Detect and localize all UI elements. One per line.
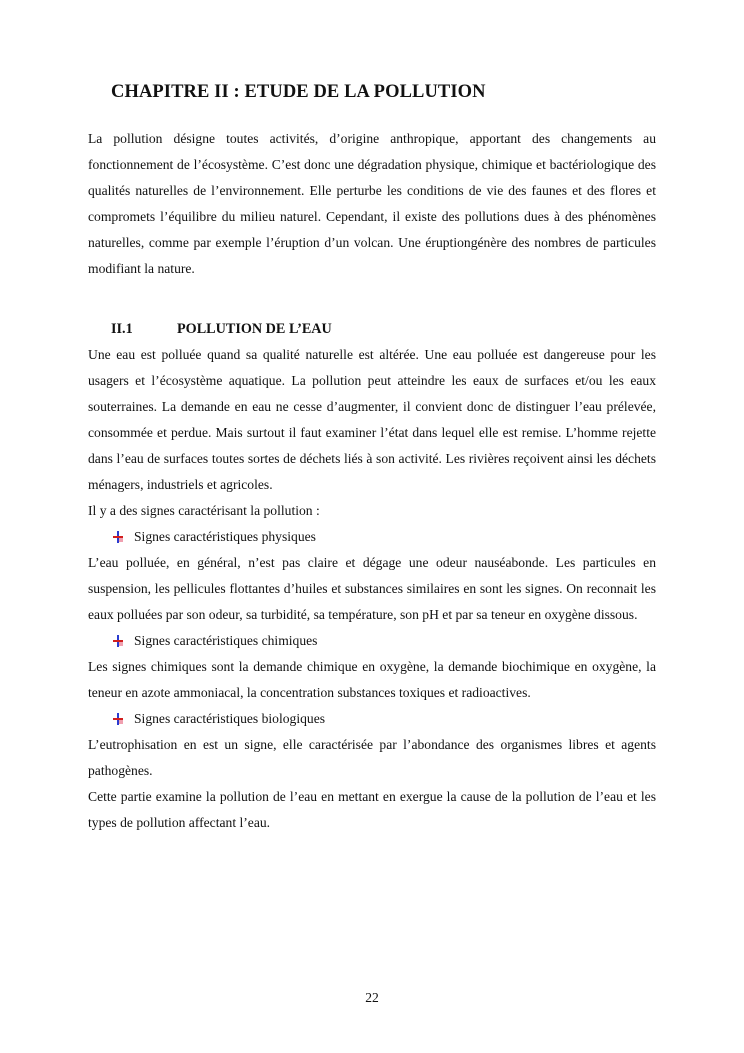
- bullet-text: Les signes chimiques sont la demande chimique en oxygène, la demande biochimique en oxygène, la teneur en azote ammoniacal, la concentration substances toxiques et radioactives.: [88, 659, 656, 700]
- bullet-label: Signes caractéristiques physiques: [134, 529, 316, 544]
- chapter-intro-paragraph: La pollution désigne toutes activités, d’origine anthropique, apportant des changements au fonctionnement de l’écosystème. C’est donc une dégradation physique, chimique et bactériologique des qualités naturelles de l’environnement. Elle perturbe les conditions de vie des faunes et des flores et compromets l’équilibre du milieu naturel. Cependant, il existe des pollutions dues à des phénomènes naturelles, comme par exemple l’éruption d’un volcan. Une éruptiongénère des nombres de particules modifiant la nature.: [88, 131, 656, 276]
- chapter-title: CHAPITRE II : ETUDE DE LA POLLUTION: [111, 82, 486, 102]
- section-title: POLLUTION DE L’EAU: [177, 321, 332, 337]
- bullet-label: Signes caractéristiques chimiques: [134, 633, 318, 648]
- bullet-physical: [112, 524, 656, 550]
- signs-intro: Il y a des signes caractérisant la pollution :: [88, 503, 320, 518]
- spacer: [88, 282, 656, 308]
- bullet-marker-icon: [112, 531, 124, 543]
- bullet-text: L’eau polluée, en général, n’est pas claire et dégage une odeur nauséabonde. Les particules en suspension, les pellicules flottantes d’huiles et substances similaires en sont les signes. On reconnait les eaux polluées par son odeur, sa turbidité, sa température, son pH et par sa teneur en oxygène dissous.: [88, 555, 656, 622]
- section-paragraph: Une eau est polluée quand sa qualité naturelle est altérée. Une eau polluée est dangereuse pour les usagers et l’écosystème aquatique. La pollution peut atteindre les eaux de surfaces et/ou les eaux souterraines. La demande en eau ne cesse d’augmenter, il convient donc de distinguer l’eau prélevée, consommée et perdue. Mais surtout il faut examiner l’état dans lequel elle est remise. L’homme rejette dans l’eau de surfaces toutes sortes de déchets liés à son activité. Les rivières reçoivent ainsi les déchets ménagers, industriels et agricoles.: [88, 347, 656, 492]
- bullet-chemical: [112, 628, 656, 654]
- section-number: II.1: [111, 321, 133, 337]
- bullet-text: L’eutrophisation en est un signe, elle caractérisée par l’abondance des organismes libres et agents pathogènes.: [88, 737, 656, 778]
- bullet-label: Signes caractéristiques biologiques: [134, 711, 326, 726]
- document-page: [88, 80, 656, 836]
- page-number: 22: [365, 990, 379, 1005]
- section-heading: [111, 316, 656, 342]
- bullet-marker-icon: [112, 635, 124, 647]
- conclusion-paragraph: Cette partie examine la pollution de l’eau en mettant en exergue la cause de la pollution de l’eau et les types de pollution affectant l’eau.: [88, 789, 656, 830]
- bullet-marker-icon: [112, 713, 124, 725]
- bullet-biological: [112, 706, 656, 732]
